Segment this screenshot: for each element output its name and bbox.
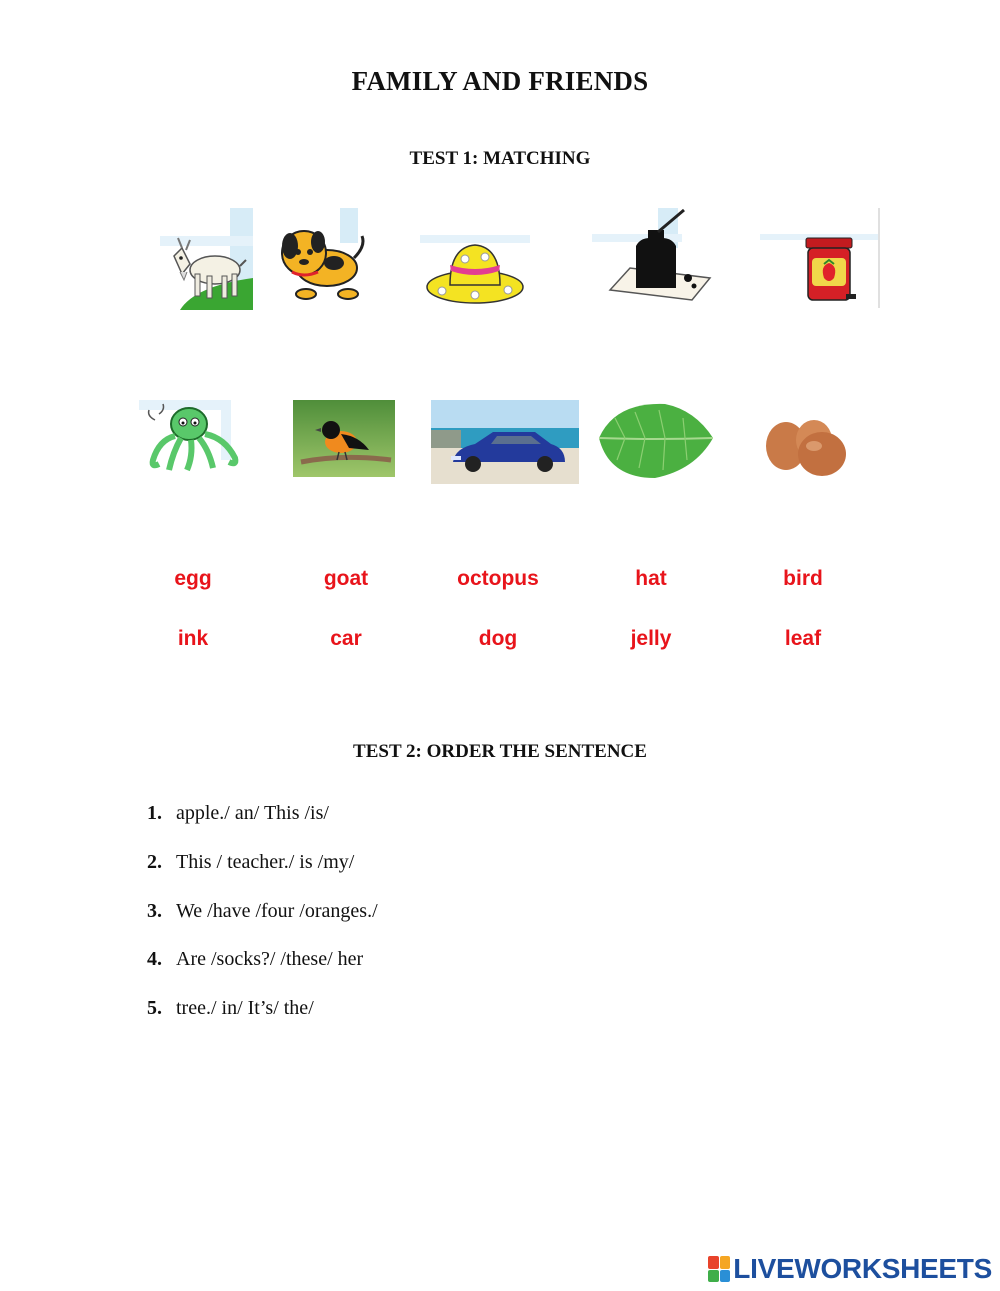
word-ink: ink (177, 627, 209, 650)
sentence-item (147, 802, 329, 825)
word-dog: dog (478, 627, 518, 650)
dog-picture (262, 208, 372, 305)
jelly-picture (760, 208, 880, 308)
page-title: FAMILY AND FRIENDS (351, 66, 649, 96)
sentence-item (147, 948, 363, 971)
item-text: We /have /four /oranges./ (176, 900, 378, 922)
egg-picture (760, 418, 850, 478)
brand-icon (708, 1256, 730, 1282)
car-picture (431, 400, 579, 484)
item-text: apple./ an/ This /is/ (176, 802, 329, 824)
brand-text: LIVEWORKSHEETS (733, 1253, 992, 1284)
word-hat: hat (635, 567, 667, 590)
test1-heading: TEST 1: MATCHING (409, 148, 591, 169)
item-number: 3. (147, 900, 162, 922)
leaf-picture (595, 398, 715, 484)
octopus-picture (139, 400, 243, 476)
item-text: This / teacher./ is /my/ (176, 851, 355, 873)
hat-picture (420, 235, 530, 310)
word-jelly: jelly (630, 627, 672, 650)
item-number: 5. (147, 997, 162, 1019)
item-number: 4. (147, 948, 162, 970)
goat-picture (160, 208, 253, 310)
sentence-item (147, 997, 314, 1020)
word-car: car (330, 627, 362, 650)
word-goat: goat (323, 567, 369, 590)
word-egg: egg (174, 567, 212, 590)
word-leaf: leaf (784, 627, 822, 650)
item-text: tree./ in/ It’s/ the/ (176, 997, 314, 1019)
item-text: Are /socks?/ /these/ her (176, 948, 364, 970)
item-number: 2. (147, 851, 162, 873)
sentence-item (147, 900, 378, 923)
word-octopus: octopus (457, 567, 539, 590)
bird-picture (293, 400, 395, 477)
test2-heading: TEST 2: ORDER THE SENTENCE (353, 741, 647, 762)
sentence-item (147, 851, 354, 874)
liveworksheets-logo[interactable] (708, 1253, 992, 1285)
item-number: 1. (147, 802, 162, 824)
ink-picture (592, 208, 712, 304)
word-bird: bird (783, 567, 823, 590)
